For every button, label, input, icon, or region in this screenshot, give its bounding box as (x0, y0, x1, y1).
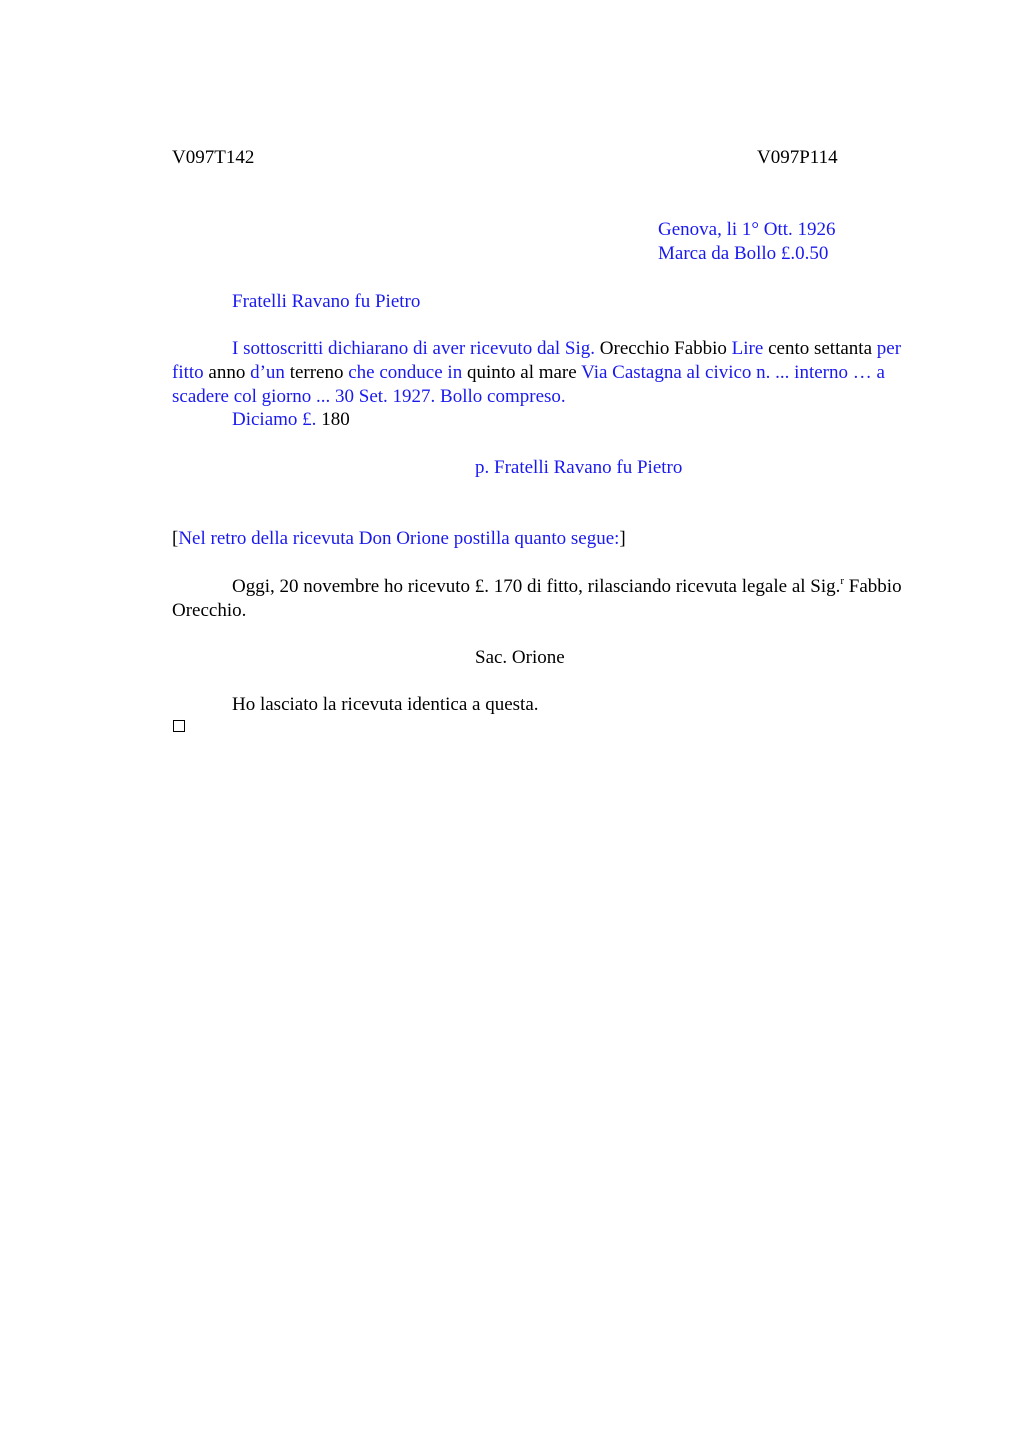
receipt-text-3: Lire (731, 338, 764, 359)
final-line: Ho lasciato la ricevuta identica a questa. (232, 694, 539, 715)
receipt-text-11: Via Castagna al civico n. ... interno … a scadere col giorno ... 30 Set. 1927. Bollo compreso. (172, 362, 885, 407)
amount-label: Diciamo £. (232, 409, 317, 430)
letterhead: Fratelli Ravano fu Pietro (232, 291, 421, 312)
amount-value: 180 (316, 409, 350, 430)
note-open-bracket: [ (172, 528, 179, 549)
postscript (172, 575, 932, 623)
firm-signature: p. Fratelli Ravano fu Pietro (475, 457, 683, 478)
receipt-text-1: I sottoscritti dichiarano di aver ricevuto dal Sig. (232, 338, 596, 359)
receipt-text-5: per fitto (172, 338, 902, 383)
receipt-text-4: cento settanta (763, 338, 877, 359)
editorial-note (172, 527, 626, 551)
receipt-text-8: terreno (284, 362, 349, 383)
postscript-superscript: r (840, 575, 845, 587)
receipt-text-9: che conduce in (348, 362, 463, 383)
note-text: Nel retro della ricevuta Don Orione postilla quanto segue: (178, 528, 620, 549)
right-code: V097P114 (757, 147, 838, 168)
left-code: V097T142 (172, 147, 255, 168)
receipt-body (172, 337, 932, 409)
stamp-note: Marca da Bollo £.0.50 (658, 243, 829, 264)
postscript-text-after: Fabbio Orecchio. (172, 576, 902, 621)
square-glyph-icon (173, 720, 185, 732)
note-close-bracket: ] (619, 528, 626, 549)
postscript-text: Oggi, 20 novembre ho ricevuto £. 170 di fitto, rilasciando ricevuta legale al Sig. (232, 576, 841, 597)
receipt-text-7: d’un (250, 362, 285, 383)
receipt-text-10: quinto al mare (462, 362, 582, 383)
amount-line (232, 408, 350, 432)
place-date: Genova, li 1° Ott. 1926 (658, 219, 836, 240)
receipt-text-6: anno (203, 362, 251, 383)
priest-signature: Sac. Orione (475, 647, 565, 668)
receipt-text-2: Orecchio Fabbio (595, 338, 732, 359)
